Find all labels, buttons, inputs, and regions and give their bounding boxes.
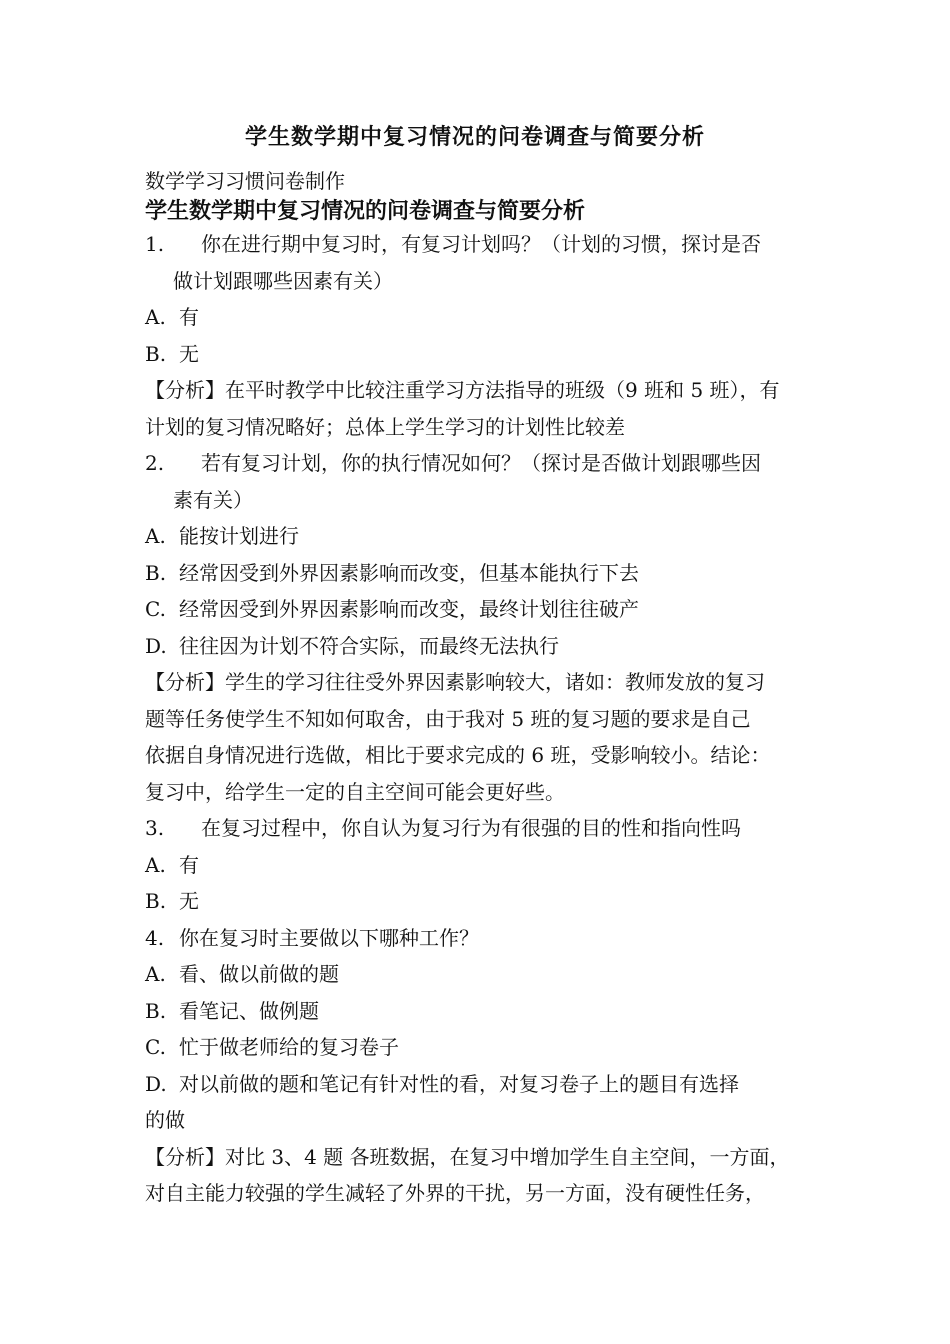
option-key: C.: [145, 597, 166, 621]
question-4: [145, 920, 820, 957]
question-number: 4.: [145, 925, 165, 950]
option-c: [145, 591, 820, 628]
option-d-cont: 的做: [145, 1108, 185, 1132]
option-text: 忙于做老师给的复习卷子: [179, 1035, 399, 1059]
option-key: B.: [145, 998, 167, 1023]
question-number: 1.: [145, 232, 165, 256]
question-2-cont: 素有关）: [173, 487, 253, 512]
option-text: 看笔记、做例题: [179, 998, 319, 1023]
survey-heading: 学生数学期中复习情况的问卷调查与简要分析: [145, 198, 586, 224]
option-c: [145, 1029, 820, 1066]
option-key: C.: [145, 1035, 166, 1059]
option-text: 无: [179, 889, 199, 913]
analysis-tag: 【分析】: [145, 378, 225, 402]
option-key: B.: [145, 560, 167, 585]
question-number: 2.: [145, 451, 165, 475]
analysis-4-cont: 对自主能力较强的学生减轻了外界的干扰，另一方面，没有硬性任务，: [145, 1181, 765, 1205]
option-key: B.: [145, 341, 167, 366]
option-text: 经常因受到外界因素影响而改变，但基本能执行下去: [179, 560, 639, 585]
option-text: 经常因受到外界因素影响而改变，最终计划往往破产: [179, 597, 639, 621]
option-key: B.: [145, 889, 167, 913]
option-d: [145, 1066, 820, 1103]
analysis-text: 学生的学习往往受外界因素影响较大，诸如：教师发放的复习: [225, 670, 765, 694]
option-key: A.: [145, 962, 166, 986]
analysis-2-cont: 题等任务使学生不知如何取舍，由于我对 5 班的复习题的要求是自己: [145, 706, 751, 731]
question-text: 在复习过程中，你自认为复习行为有很强的目的性和指向性吗: [201, 816, 741, 840]
analysis-tag: 【分析】: [145, 670, 225, 694]
option-text: 有: [179, 852, 199, 877]
document-title: 学生数学期中复习情况的问卷调查与简要分析: [244, 124, 705, 150]
question-1-cont: 做计划跟哪些因素有关）: [173, 268, 393, 293]
analysis-2-cont: 依据自身情况进行选做，相比于要求完成的 6 班，受影响较小。结论：: [145, 743, 771, 767]
option-key: A.: [145, 852, 166, 877]
option-text: 往往因为计划不符合实际，而最终无法执行: [179, 633, 559, 658]
option-a: [145, 518, 820, 555]
option-b: [145, 883, 820, 920]
question-2: [145, 445, 820, 482]
question-text: 若有复习计划，你的执行情况如何？（探讨是否做计划跟哪些因: [201, 451, 761, 475]
option-key: D.: [145, 1071, 167, 1096]
question-text: 你在进行期中复习时，有复习计划吗？（计划的习惯，探讨是否: [201, 232, 761, 256]
analysis-4: [145, 1139, 820, 1176]
option-text: 看、做以前做的题: [179, 962, 339, 986]
option-text: 有: [179, 305, 199, 329]
question-number: 3.: [145, 816, 165, 840]
analysis-text: 在平时教学中比较注重学习方法指导的班级（9 班和 5 班），有: [225, 378, 780, 402]
analysis-2: [145, 664, 820, 701]
question-3: [145, 810, 820, 847]
option-d: [145, 628, 820, 665]
option-b: [145, 555, 820, 592]
option-key: D.: [145, 633, 167, 658]
option-b: [145, 993, 820, 1030]
option-a: [145, 956, 820, 993]
analysis-tag: 【分析】: [145, 1144, 225, 1169]
analysis-text: 对比 3、4 题 各班数据，在复习中增加学生自主空间，一方面，: [225, 1144, 790, 1169]
analysis-1-cont: 计划的复习情况略好；总体上学生学习的计划性比较差: [145, 414, 625, 439]
survey-subtitle: 数学学习习惯问卷制作: [145, 169, 345, 193]
analysis-2-cont: 复习中，给学生一定的自主空间可能会更好些。: [145, 779, 565, 804]
option-key: A.: [145, 524, 166, 548]
analysis-1: [145, 372, 820, 409]
document-body: [145, 166, 820, 1212]
option-key: A.: [145, 305, 166, 329]
option-a: [145, 299, 820, 336]
question-1: [145, 226, 820, 263]
option-text: 无: [179, 341, 199, 366]
option-a: [145, 847, 820, 884]
option-text: 能按计划进行: [179, 524, 299, 548]
option-b: [145, 336, 820, 373]
question-text: 你在复习时主要做以下哪种工作？: [179, 925, 479, 950]
option-text: 对以前做的题和笔记有针对性的看，对复习卷子上的题目有选择: [179, 1071, 739, 1096]
